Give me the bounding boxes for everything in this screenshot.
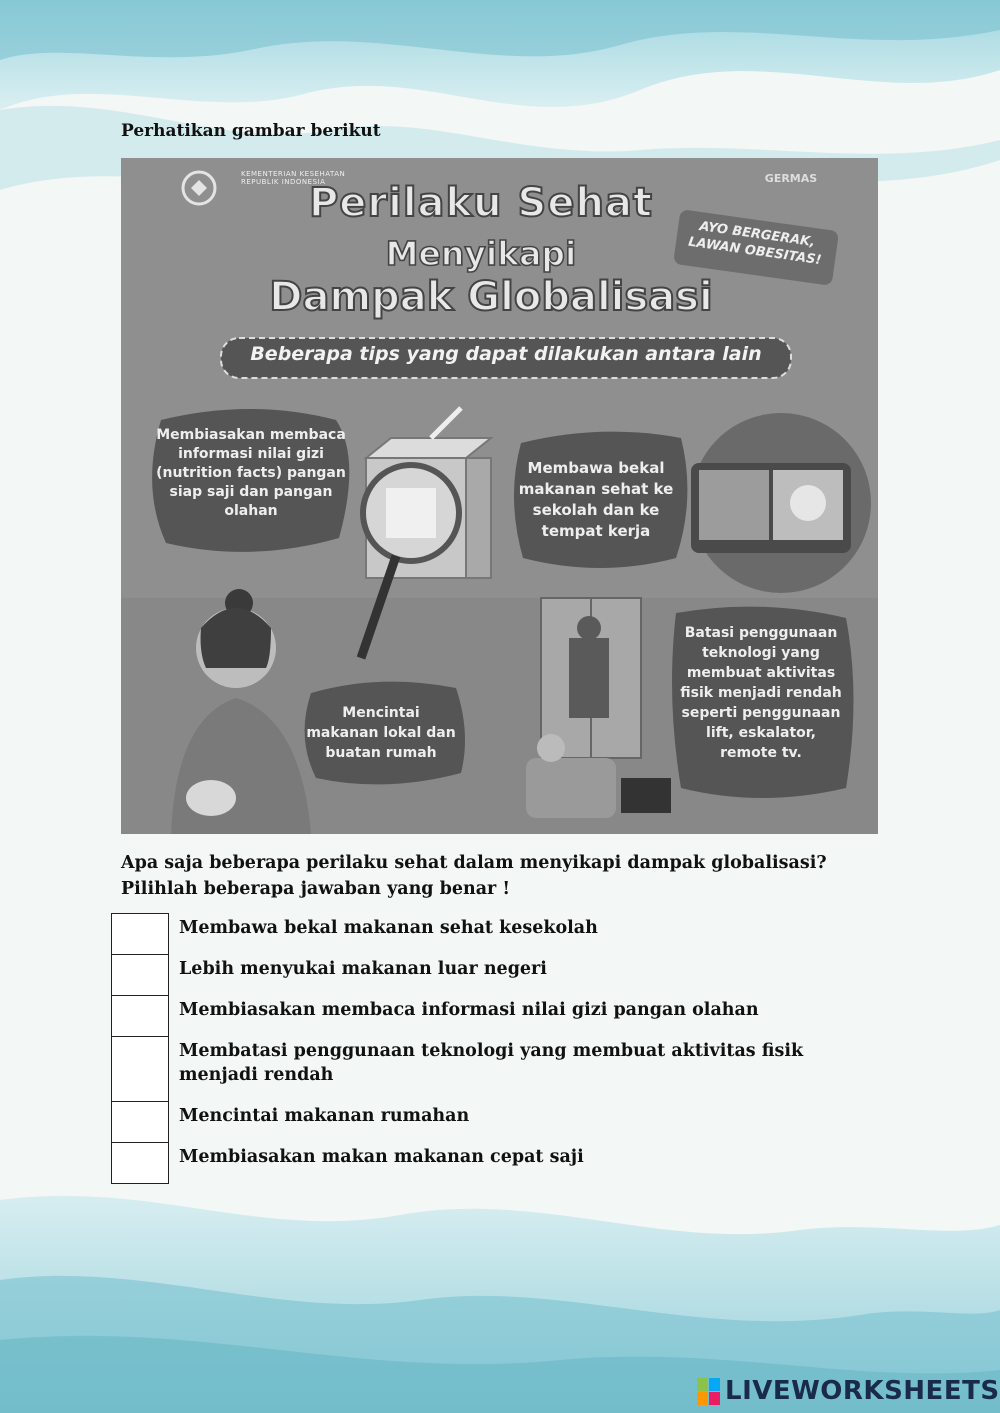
answer-label: Membatasi penggunaan teknologi yang membuat aktivitas fisik menjadi rendah (179, 1040, 804, 1085)
poster-title-line3: Dampak Globalisasi (269, 274, 713, 320)
lunchbox-icon (691, 413, 871, 593)
bubble-4-text: Batasi penggunaan teknologi yang membuat aktivitas fisik menjadi rendah seperti penggunaan lift, eskalator, remote tv. (680, 625, 842, 761)
answer-option (112, 996, 881, 1037)
poster-title-line2: Menyikapi (385, 234, 577, 273)
answer-option (112, 1102, 881, 1143)
poster-image (121, 158, 878, 834)
answer-options-table (111, 913, 881, 1184)
elevator-figure (541, 598, 641, 758)
instruction-text: Perhatikan gambar berikut (121, 121, 381, 141)
answer-option (112, 955, 881, 996)
ministry-label: KEMENTERIAN KESEHATAN REPUBLIK INDONESIA (241, 170, 346, 186)
germas-logo-label: GERMAS (764, 172, 818, 185)
answer-checkbox[interactable] (112, 955, 169, 996)
poster-subtitle: Beberapa tips yang dapat dilakukan antara lain (250, 343, 762, 365)
answer-option (112, 1143, 881, 1184)
answer-label: Lebih menyukai makanan luar negeri (179, 958, 547, 979)
answer-checkbox[interactable] (112, 1037, 169, 1102)
answer-option (112, 1037, 881, 1102)
question-text: Apa saja beberapa perilaku sehat dalam menyikapi dampak globalisasi? Pilihlah beberapa jawaban yang benar ! (121, 853, 827, 899)
liveworksheets-logo (697, 1376, 1000, 1406)
answer-checkbox[interactable] (112, 1143, 169, 1184)
answer-checkbox[interactable] (112, 1102, 169, 1143)
bubble-3-text: Mencintai makanan lokal dan buatan rumah (306, 705, 456, 761)
answer-label: Mencintai makanan rumahan (179, 1105, 470, 1126)
answer-checkbox[interactable] (112, 996, 169, 1037)
poster-title-line1: Perilaku Sehat (308, 180, 654, 226)
liveworksheets-mark-icon (697, 1378, 721, 1406)
bubble-1-text: Membiasakan membaca informasi nilai gizi (nutrition facts) pangan siap saji dan pangan olahan (156, 427, 346, 519)
poster-badge-text: AYO BERGERAK, LAWAN OBESITAS! (687, 219, 823, 269)
answer-label: Membiasakan membaca informasi nilai gizi pangan olahan (179, 999, 759, 1020)
answer-checkbox[interactable] (112, 914, 169, 955)
liveworksheets-logo-text: LIVEWORKSHEETS (725, 1376, 1000, 1406)
bubble-2-text: Membawa bekal makanan sehat ke sekolah dan ke tempat kerja (518, 459, 674, 540)
answer-option (112, 914, 881, 955)
answer-label: Membiasakan makan makanan cepat saji (179, 1146, 584, 1167)
answer-label: Membawa bekal makanan sehat kesekolah (179, 917, 598, 938)
